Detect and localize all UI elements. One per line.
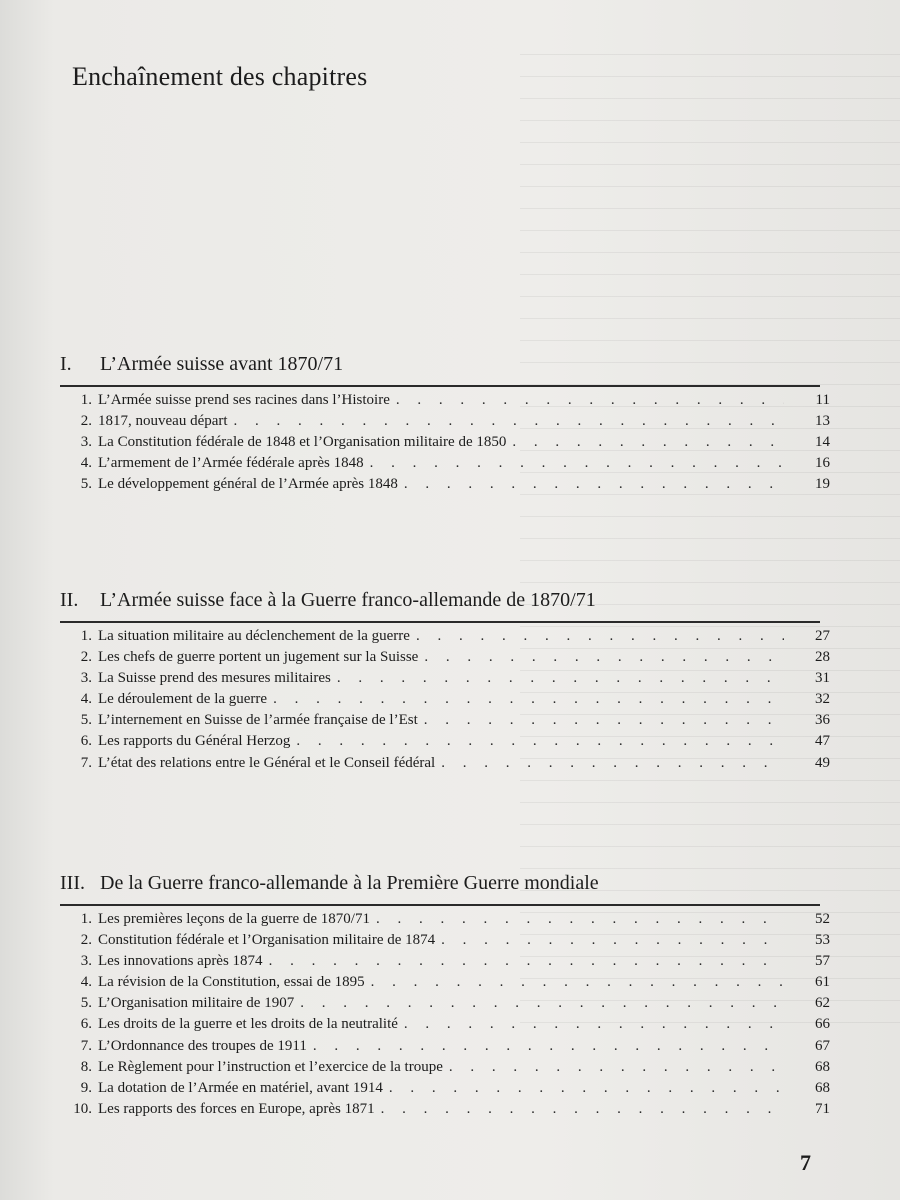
entry-number: 8.: [80, 1058, 92, 1075]
entry-number: 6.: [80, 733, 92, 750]
entry-page: 71: [815, 1101, 830, 1118]
dot-leader: [273, 691, 784, 708]
toc-entry: [60, 691, 830, 712]
toc-entry: [60, 911, 830, 932]
entry-page: 19: [815, 476, 830, 493]
toc-entry: [60, 670, 830, 691]
entry-number: 5.: [80, 995, 92, 1012]
entry-number: 2.: [80, 931, 92, 948]
entry-page: 68: [815, 1080, 830, 1096]
section-rule: [60, 385, 820, 387]
entry-page: 27: [815, 627, 830, 644]
entry-title: L’état des relations entre le Général et le Conseil fédéral: [98, 754, 436, 771]
entry-title: Les chefs de guerre portent un jugement sur la Suisse: [98, 648, 419, 665]
toc-entry: [60, 1101, 830, 1122]
entry-number: 3.: [80, 952, 92, 969]
entry-number: 1.: [80, 910, 92, 927]
dot-leader: [441, 932, 784, 949]
section-rule: [60, 904, 820, 906]
entry-title: Les rapports des forces en Europe, après 1871: [98, 1101, 375, 1118]
entry-page: 16: [815, 455, 830, 472]
entry-title: Le déroulement de la guerre: [98, 691, 268, 708]
entry-list: [60, 628, 830, 776]
entry-page: 31: [815, 669, 830, 686]
dot-leader: [371, 974, 784, 991]
entry-number: 9.: [80, 1080, 92, 1096]
entry-page: 49: [815, 754, 830, 771]
dot-leader: [449, 1059, 784, 1076]
entry-title: La Constitution fédérale de 1848 et l’Organisation militaire de 1850: [98, 433, 507, 450]
entry-number: 10.: [73, 1101, 92, 1118]
dot-leader: [296, 733, 784, 750]
toc-entry: [60, 1016, 830, 1037]
entry-title: Le Règlement pour l’instruction et l’exercice de la troupe: [98, 1058, 443, 1075]
entry-number: 6.: [80, 1016, 92, 1033]
dot-leader: [370, 455, 784, 472]
dot-leader: [441, 755, 784, 772]
toc-entry: [60, 995, 830, 1016]
dot-leader: [313, 1038, 784, 1055]
section-number: III.: [60, 872, 85, 894]
toc-entry: [60, 712, 830, 733]
toc-entry: [60, 932, 830, 953]
toc-entry: [60, 974, 830, 995]
section-1: [60, 349, 830, 497]
page-number: 7: [800, 1150, 811, 1175]
entry-page: 11: [815, 391, 830, 408]
entry-title: L’internement en Suisse de l’armée française de l’Est: [98, 712, 418, 729]
toc-entry: [60, 392, 830, 413]
entry-title: Le développement général de l’Armée après 1848: [98, 476, 398, 493]
entry-page: 53: [815, 931, 830, 948]
dot-leader: [381, 1101, 784, 1118]
section-heading: [60, 349, 830, 379]
dot-leader: [404, 476, 784, 493]
section-number: I.: [60, 353, 72, 375]
dot-leader: [424, 649, 784, 666]
entry-list: [60, 911, 830, 1123]
entry-number: 3.: [80, 433, 92, 450]
dot-leader: [396, 392, 784, 409]
toc-entry: [60, 1059, 830, 1080]
toc-entry: [60, 733, 830, 754]
entry-title: Les innovations après 1874: [98, 952, 263, 969]
entry-page: 62: [815, 995, 830, 1012]
toc-entry: [60, 1080, 830, 1101]
section-heading: [60, 868, 830, 898]
dot-leader: [376, 911, 784, 928]
entry-title: L’Ordonnance des troupes de 1911: [98, 1037, 307, 1054]
section-number: II.: [60, 589, 79, 611]
entry-title: 1817, nouveau départ: [98, 412, 228, 429]
entry-page: 47: [815, 733, 830, 750]
entry-title: La révision de la Constitution, essai de 1895: [98, 974, 365, 991]
toc-entry: [60, 1038, 830, 1059]
dot-leader: [300, 995, 784, 1012]
entry-title: Les rapports du Général Herzog: [98, 733, 291, 750]
entry-page: 32: [815, 691, 830, 708]
entry-page: 13: [815, 412, 830, 429]
entry-page: 28: [815, 648, 830, 665]
entry-number: 5.: [80, 712, 92, 729]
dot-leader: [512, 434, 784, 451]
entry-title: L’Armée suisse prend ses racines dans l’Histoire: [98, 391, 390, 408]
toc-entry: [60, 953, 830, 974]
entry-title: La Suisse prend des mesures militaires: [98, 669, 331, 686]
entry-number: 7.: [80, 1037, 92, 1054]
dot-leader: [337, 670, 784, 687]
section-title: L’Armée suisse face à la Guerre franco-allemande de 1870/71: [100, 589, 596, 611]
dot-leader: [234, 413, 784, 430]
entry-number: 4.: [80, 455, 92, 472]
entry-title: La dotation de l’Armée en matériel, avant 1914: [98, 1080, 383, 1096]
toc-entry: [60, 628, 830, 649]
toc-entry: [60, 476, 830, 497]
toc-entry: [60, 755, 830, 776]
toc-entry: [60, 413, 830, 434]
entry-number: 2.: [80, 412, 92, 429]
entry-page: 67: [815, 1037, 830, 1054]
entry-page: 52: [815, 910, 830, 927]
entry-page: 14: [815, 433, 830, 450]
entry-number: 4.: [80, 691, 92, 708]
dot-leader: [389, 1080, 784, 1097]
entry-page: 57: [815, 952, 830, 969]
page-title: Enchaînement des chapitres: [72, 62, 368, 91]
toc-entry: [60, 434, 830, 455]
entry-number: 5.: [80, 476, 92, 493]
entry-number: 2.: [80, 648, 92, 665]
dot-leader: [416, 628, 784, 645]
section-3: [60, 868, 830, 1122]
entry-title: La situation militaire au déclenchement de la guerre: [98, 627, 410, 644]
section-2: [60, 585, 830, 776]
entry-page: 36: [815, 712, 830, 729]
section-title: De la Guerre franco-allemande à la Première Guerre mondiale: [100, 872, 599, 894]
section-rule: [60, 621, 820, 623]
dot-leader: [424, 712, 784, 729]
entry-title: L’Organisation militaire de 1907: [98, 995, 295, 1012]
toc-entry: [60, 455, 830, 476]
entry-page: 61: [815, 974, 830, 991]
toc-entry: [60, 649, 830, 670]
entry-number: 1.: [80, 627, 92, 644]
entry-list: [60, 392, 830, 498]
entry-page: 66: [815, 1016, 830, 1033]
entry-number: 3.: [80, 669, 92, 686]
entry-title: Les premières leçons de la guerre de 1870/71: [98, 910, 370, 927]
entry-number: 7.: [80, 754, 92, 771]
entry-number: 4.: [80, 974, 92, 991]
entry-page: 68: [815, 1058, 830, 1075]
dot-leader: [404, 1016, 784, 1033]
entry-title: Constitution fédérale et l’Organisation militaire de 1874: [98, 931, 436, 948]
entry-title: Les droits de la guerre et les droits de la neutralité: [98, 1016, 398, 1033]
entry-title: L’armement de l’Armée fédérale après 1848: [98, 455, 364, 472]
dot-leader: [269, 953, 784, 970]
section-heading: [60, 585, 830, 615]
section-title: L’Armée suisse avant 1870/71: [100, 353, 344, 375]
entry-number: 1.: [80, 391, 92, 408]
